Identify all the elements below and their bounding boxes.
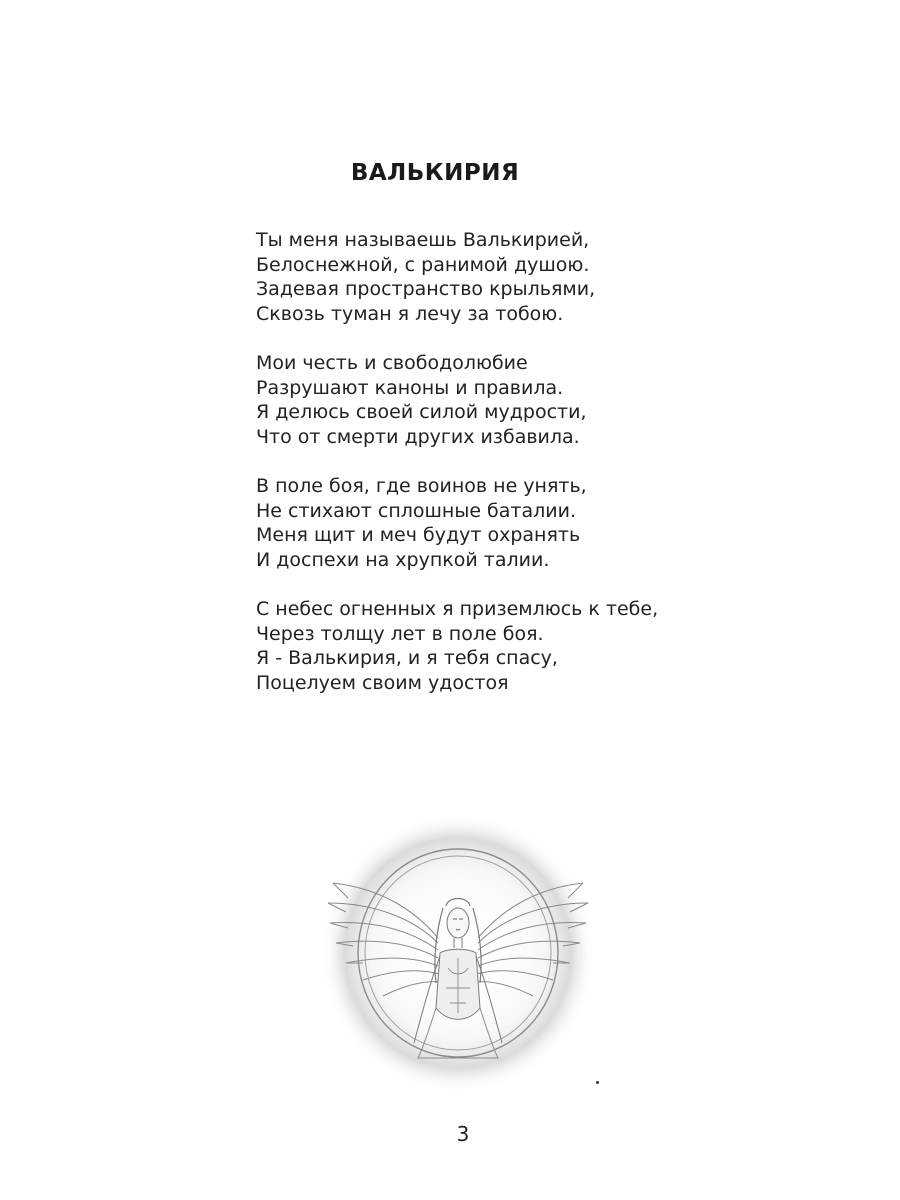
poem-line: Не стихают сплошные баталии. (256, 499, 576, 522)
valkyrie-sketch-illustration (318, 808, 598, 1093)
poem-line: Через толщу лет в поле боя. (256, 622, 544, 645)
page-number: 3 (456, 1122, 470, 1146)
poem-line: Сквозь туман я лечу за тобою. (256, 302, 564, 325)
poem-line: Разрушают каноны и правила. (256, 376, 564, 399)
poem-line: В поле боя, где воинов не унять, (256, 475, 587, 497)
poem-title: ВАЛЬКИРИЯ (350, 160, 520, 186)
poem-line: Мои честь и свободолюбие (256, 352, 528, 374)
stray-dot (596, 1081, 599, 1084)
poem-line: Я - Валькирия, и я тебя спасу, (256, 647, 558, 669)
stanza-3 (256, 474, 856, 572)
stanza-4 (256, 597, 856, 695)
poem-line: Я делюсь своей силой мудрости, (256, 401, 587, 423)
poem-line: Что от смерти других избавила. (256, 425, 580, 448)
poem-line: Ты меня называешь Валькирией, (256, 229, 590, 251)
poem-line: Поцелуем своим удостоя (256, 671, 509, 694)
stanza-1 (256, 228, 856, 326)
poem-line: Задевая пространство крыльями, (256, 278, 596, 300)
poem-body (256, 228, 856, 720)
poem-line: Меня щит и меч будут охранять (256, 524, 581, 546)
winged-valkyrie-icon (318, 808, 598, 1093)
stanza-2 (256, 351, 856, 449)
poem-line: И доспехи на хрупкой талии. (256, 548, 550, 571)
poem-line: Белоснежной, с ранимой душою. (256, 253, 590, 276)
poem-line: С небес огненных я приземлюсь к тебе, (256, 598, 659, 620)
